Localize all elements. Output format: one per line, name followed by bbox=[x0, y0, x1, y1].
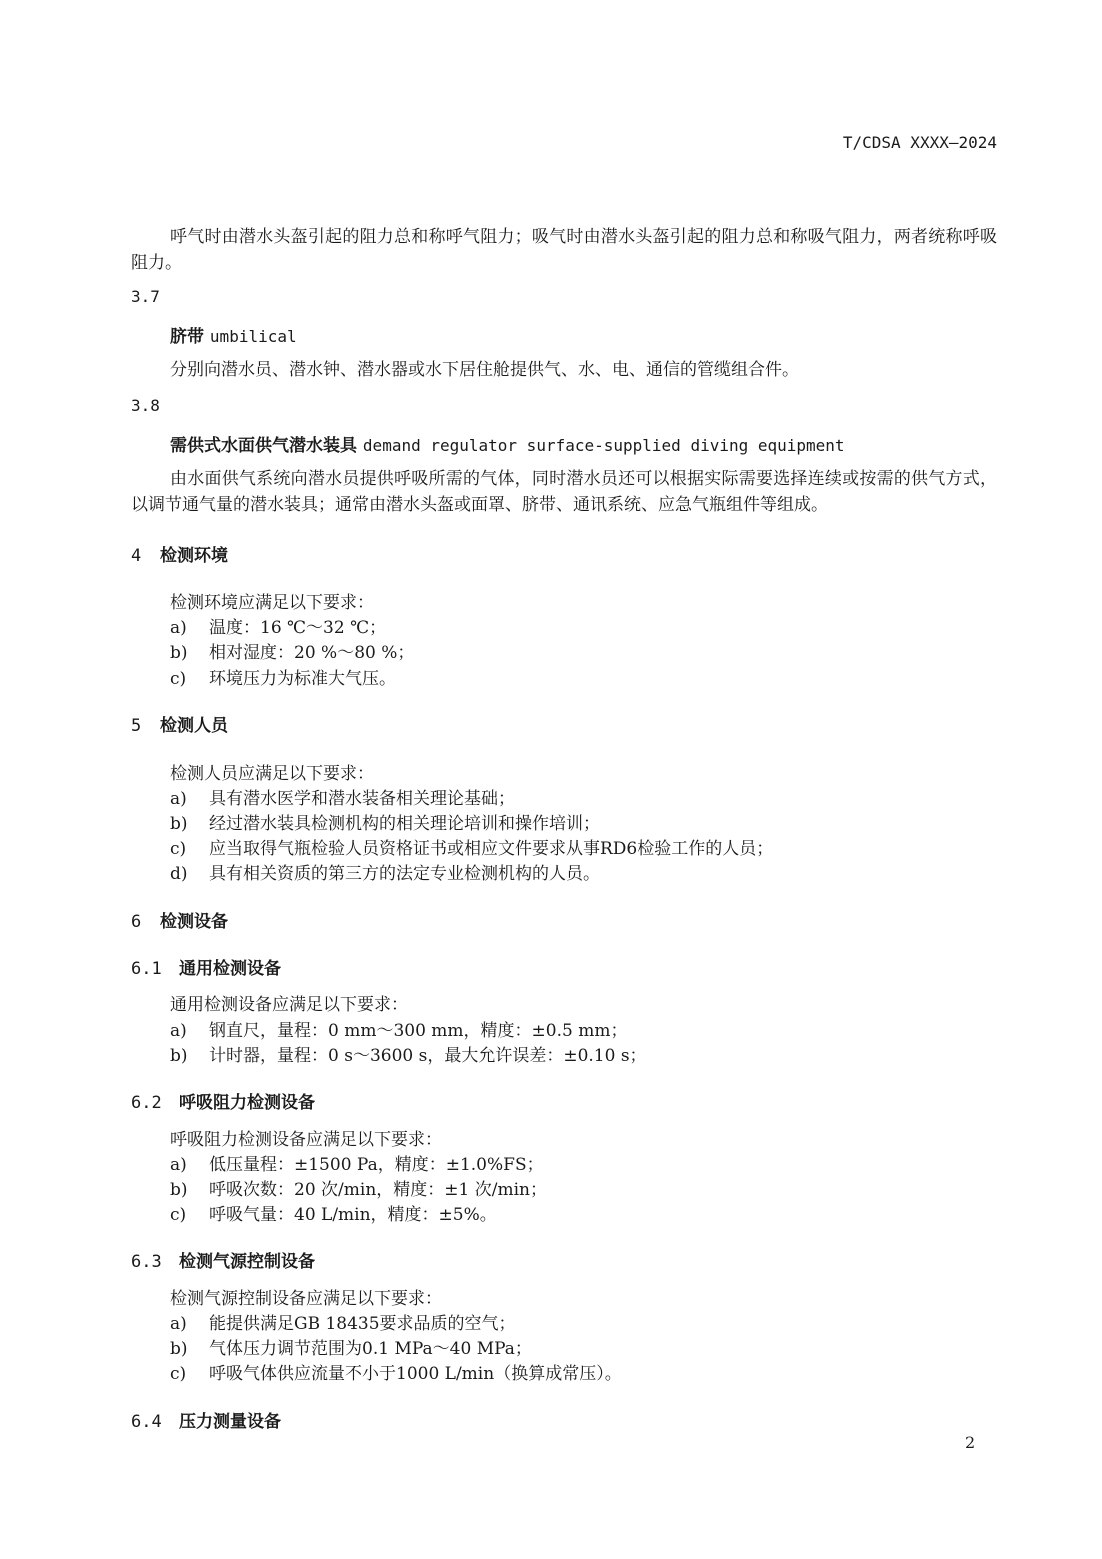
section-number: 6.1 bbox=[131, 959, 162, 979]
term-number-3-7: 3.7 bbox=[131, 287, 160, 306]
term-english-name: demand regulator surface-supplied diving equipment bbox=[362, 436, 845, 455]
document-code-header: T/CDSA XXXX—2024 bbox=[842, 133, 997, 152]
demand-regulator-definition: 由水面供气系统向潜水员提供呼吸所需的气体，同时潜水员还可以根据实际需要选择连续或按需的供气方式，以调节通气量的潜水装具；通常由潜水头盔或面罩、脐带、通讯系统、应急气瓶组件等组成。 bbox=[131, 469, 997, 515]
term-chinese-name: 需供式水面供气潜水装具 bbox=[170, 436, 357, 456]
list-item: b) 经过潜水装具检测机构的相关理论培训和操作培训； bbox=[170, 814, 600, 834]
list-item: c) 呼吸气量：40 L/min，精度：±5%。 bbox=[170, 1205, 497, 1225]
page-number: 2 bbox=[965, 1433, 976, 1452]
section-number: 6.4 bbox=[131, 1412, 162, 1432]
list-item: a) 能提供满足GB 18435要求品质的空气； bbox=[170, 1314, 516, 1334]
term-number-3-8: 3.8 bbox=[131, 396, 160, 415]
list-item: b) 相对湿度：20 %～80 %； bbox=[170, 643, 415, 663]
list-item: a) 钢直尺，量程：0 mm～300 mm，精度：±0.5 mm； bbox=[170, 1021, 628, 1041]
list-item: b) 计时器，量程：0 s～3600 s，最大允许误差：±0.10 s； bbox=[170, 1046, 647, 1066]
section-number: 4 bbox=[131, 546, 142, 566]
section-number: 6.3 bbox=[131, 1252, 162, 1272]
list-item: c) 呼吸气体供应流量不小于1000 L/min（换算成常压）。 bbox=[170, 1364, 622, 1384]
term-english-name: umbilical bbox=[209, 327, 297, 346]
section-heading-6 bbox=[131, 907, 228, 932]
list-item: c) 应当取得气瓶检验人员资格证书或相应文件要求从事RD6检验工作的人员； bbox=[170, 839, 774, 859]
section-title: 通用检测设备 bbox=[179, 959, 281, 979]
section-heading-6-2 bbox=[131, 1088, 315, 1113]
term-chinese-name: 脐带 bbox=[170, 327, 204, 347]
section-heading-6-4 bbox=[131, 1407, 281, 1432]
list-item: d) 具有相关资质的第三方的法定专业检测机构的人员。 bbox=[170, 864, 600, 884]
section-heading-6-1 bbox=[131, 954, 281, 979]
section-number: 6.2 bbox=[131, 1093, 162, 1113]
section-title: 检测环境 bbox=[160, 546, 228, 566]
section-number: 5 bbox=[131, 716, 142, 736]
section-4-intro: 检测环境应满足以下要求： bbox=[170, 593, 374, 613]
section-heading-5 bbox=[131, 711, 228, 736]
section-5-intro: 检测人员应满足以下要求： bbox=[170, 764, 374, 784]
term-title-demand-regulator bbox=[170, 431, 845, 456]
section-title: 检测气源控制设备 bbox=[179, 1252, 315, 1272]
section-6-1-intro: 通用检测设备应满足以下要求： bbox=[170, 995, 408, 1015]
list-item: c) 环境压力为标准大气压。 bbox=[170, 669, 396, 689]
list-item: a) 低压量程：±1500 Pa，精度：±1.0%FS； bbox=[170, 1155, 544, 1175]
section-number: 6 bbox=[131, 912, 142, 932]
umbilical-definition: 分别向潜水员、潜水钟、潜水器或水下居住舱提供气、水、电、通信的管缆组合件。 bbox=[170, 360, 799, 380]
section-title: 检测人员 bbox=[160, 716, 228, 736]
breathing-resistance-paragraph: 呼气时由潜水头盔引起的阻力总和称呼气阻力；吸气时由潜水头盔引起的阻力总和称吸气阻力，两者统称呼吸阻力。 bbox=[131, 227, 997, 273]
section-6-2-intro: 呼吸阻力检测设备应满足以下要求： bbox=[170, 1130, 442, 1150]
section-title: 呼吸阻力检测设备 bbox=[179, 1093, 315, 1113]
list-item: a) 温度：16 ℃～32 ℃； bbox=[170, 618, 387, 638]
section-6-3-intro: 检测气源控制设备应满足以下要求： bbox=[170, 1289, 442, 1309]
section-title: 检测设备 bbox=[160, 912, 228, 932]
section-heading-4 bbox=[131, 541, 228, 566]
list-item: a) 具有潜水医学和潜水装备相关理论基础； bbox=[170, 789, 515, 809]
term-title-umbilical bbox=[170, 322, 297, 347]
section-title: 压力测量设备 bbox=[179, 1412, 281, 1432]
list-item: b) 气体压力调节范围为0.1 MPa～40 MPa； bbox=[170, 1339, 532, 1359]
section-heading-6-3 bbox=[131, 1247, 315, 1272]
list-item: b) 呼吸次数：20 次/min，精度：±1 次/min； bbox=[170, 1180, 547, 1200]
